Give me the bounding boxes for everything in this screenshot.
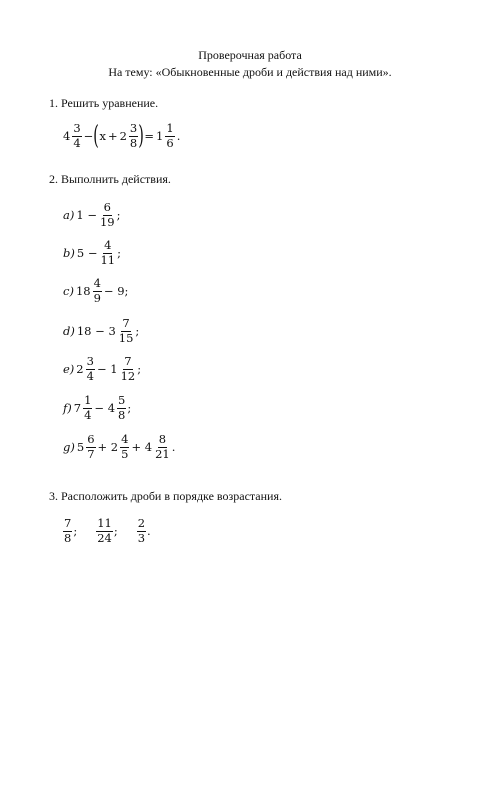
denominator: 4 [86,368,94,383]
fraction [96,518,113,544]
punctuation: ; [135,324,140,338]
item-label: e) [63,362,75,376]
equals: = [144,129,155,143]
fraction [72,123,81,149]
whole: 2 [76,362,84,376]
numerator: 7 [64,516,72,530]
numerator: 6 [103,200,111,214]
denominator: 24 [97,530,112,545]
task-3-fractions [62,518,151,544]
numerator: 3 [73,121,81,135]
numerator: 8 [158,432,167,446]
whole: 2 [119,129,127,143]
numerator: 7 [124,354,132,368]
task-2d [62,318,139,344]
denominator: 4 [73,135,81,150]
denominator: 8 [118,407,126,422]
denominator: 15 [118,330,134,345]
task-1-heading: 1. Решить уравнение. [49,96,159,110]
punctuation: ; [127,401,132,415]
whole: 1 [156,129,164,143]
punctuation: ; [113,524,118,538]
punctuation: ; [137,362,142,376]
fraction [86,356,95,382]
fraction [137,518,146,544]
task-2f [62,395,131,421]
page-subtitle: На тему: «Обыкновенные дроби и действия над ними». [108,65,392,79]
punctuation: . [176,129,181,143]
denominator: 5 [121,446,129,461]
fraction [129,123,138,149]
denominator: 9 [93,290,101,305]
item-label: c) [63,284,74,298]
task-2e [62,356,141,382]
expression-text: − 1 [96,362,118,376]
right-paren: ) [138,121,145,151]
numerator: 3 [86,354,94,368]
fraction [99,240,116,266]
task-2c [62,278,129,304]
item-label: a) [63,208,75,222]
fraction [63,518,72,544]
left-paren: ( [93,121,100,151]
denominator: 8 [129,135,138,150]
denominator: 12 [120,368,136,383]
task-3-heading: 3. Расположить дроби в порядке возрастания. [49,489,282,503]
punctuation: . [171,440,176,454]
numerator: 1 [166,121,174,135]
whole: 5 [76,440,85,454]
denominator: 6 [166,135,174,150]
numerator: 4 [93,276,101,290]
item-label: d) [63,324,75,338]
fraction [86,434,95,460]
expression-text: + 4 [131,440,153,454]
numerator: 7 [122,316,130,330]
denominator: 19 [99,214,115,229]
whole: 4 [63,129,71,143]
punctuation: . [147,524,151,538]
denominator: 3 [137,530,146,545]
fraction [154,434,171,460]
task-2-heading: 2. Выполнить действия. [49,172,171,186]
numerator: 5 [118,393,126,407]
item-label: g) [63,440,75,454]
fraction [118,318,135,344]
item-label: f) [63,401,72,415]
numerator: 3 [129,121,138,135]
expression-text: + 2 [97,440,119,454]
fraction [83,395,92,421]
punctuation: ; [73,524,78,538]
expression-text: 5 − [76,246,98,260]
denominator: 4 [84,407,92,422]
fraction [117,395,126,421]
expression-text: 18 − 3 [76,324,116,338]
operator: + [107,129,118,143]
item-label: b) [63,246,75,260]
task-2b [62,240,121,266]
task-2g [62,434,175,460]
numerator: 4 [104,238,112,252]
whole: 18 [75,284,91,298]
task-1-equation [62,123,181,149]
denominator: 21 [155,446,170,461]
operator: − [83,129,94,143]
numerator: 11 [97,516,112,530]
denominator: 7 [87,446,95,461]
fraction [93,278,102,304]
punctuation: ; [117,246,121,260]
numerator: 1 [84,393,92,407]
numerator: 6 [87,432,95,446]
denominator: 8 [64,530,72,545]
fraction [120,356,137,382]
whole: 7 [73,401,82,415]
variable: x [99,129,106,143]
fraction [99,202,116,228]
expression-text: − 4 [94,401,116,415]
numerator: 2 [137,516,146,530]
punctuation: ; [116,208,121,222]
numerator: 4 [121,432,129,446]
expression-text: − 9; [103,284,129,298]
fraction [165,123,174,149]
page-title: Проверочная работа [198,48,302,62]
denominator: 11 [100,252,116,267]
task-2a [62,202,120,228]
fraction [120,434,129,460]
expression-text: 1 − [76,208,97,222]
